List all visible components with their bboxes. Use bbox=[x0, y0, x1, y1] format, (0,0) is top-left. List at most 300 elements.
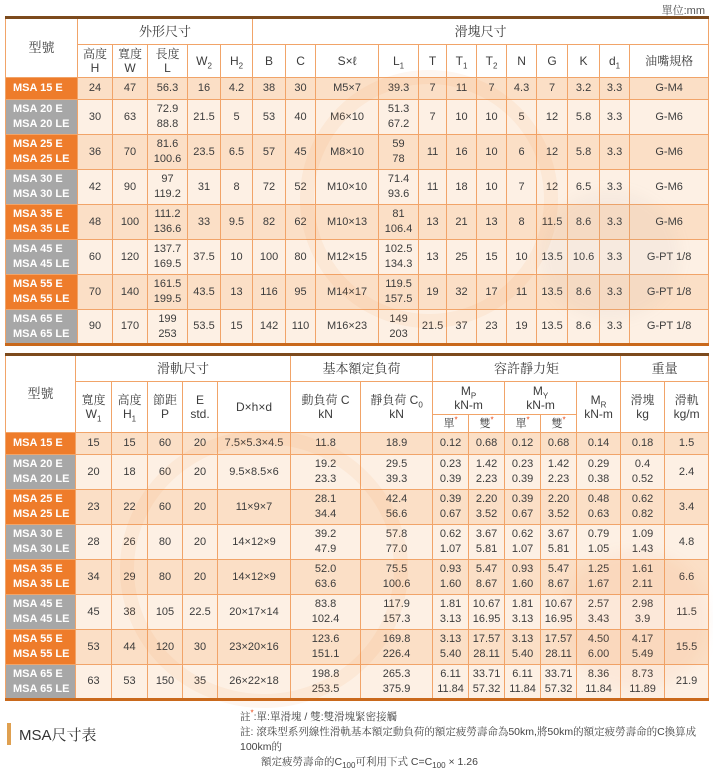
data-cell: 2.4 bbox=[665, 455, 709, 490]
data-cell: 37 bbox=[447, 310, 477, 345]
data-cell: 10 bbox=[477, 170, 507, 205]
data-cell: 8.6 bbox=[568, 310, 600, 345]
data-cell: 20 bbox=[76, 455, 112, 490]
data-cell: 7 bbox=[477, 78, 507, 100]
model-cell: MSA 65 E MSA 65 LE bbox=[6, 310, 78, 345]
footer-title-block bbox=[5, 709, 240, 770]
data-cell: 71.4 93.6 bbox=[379, 170, 419, 205]
data-cell: 3.13 5.40 bbox=[433, 630, 469, 665]
data-cell: 119.5 157.5 bbox=[379, 275, 419, 310]
data-cell: 52.0 63.6 bbox=[291, 560, 361, 595]
data-cell: 2.20 3.52 bbox=[469, 490, 505, 525]
data-cell: 0.68 bbox=[469, 433, 505, 455]
column-header: $M_Y$ kN-m bbox=[505, 382, 577, 415]
data-cell: 0.12 bbox=[433, 433, 469, 455]
data-cell: 38 bbox=[112, 595, 148, 630]
data-cell: G-M4 bbox=[630, 78, 709, 100]
data-cell: 3.3 bbox=[600, 100, 630, 135]
data-cell: 13.5 bbox=[537, 240, 568, 275]
data-cell: 265.3 375.9 bbox=[361, 665, 433, 700]
sub-column-header: 單* bbox=[433, 415, 469, 433]
data-cell: 3.3 bbox=[600, 205, 630, 240]
data-cell: 13 bbox=[419, 205, 447, 240]
data-cell: 9.5×8.5×6 bbox=[218, 455, 291, 490]
data-cell: 10 bbox=[477, 100, 507, 135]
data-cell: 3.3 bbox=[600, 78, 630, 100]
data-cell: G-PT 1/8 bbox=[630, 275, 709, 310]
column-header: C bbox=[286, 45, 316, 78]
data-cell: 23 bbox=[477, 310, 507, 345]
data-cell: 0.62 1.07 bbox=[505, 525, 541, 560]
data-cell: 59 78 bbox=[379, 135, 419, 170]
data-cell: 82 bbox=[253, 205, 286, 240]
data-cell: 75.5 100.6 bbox=[361, 560, 433, 595]
column-header: 高度 H bbox=[78, 45, 113, 78]
data-cell: 44 bbox=[112, 630, 148, 665]
data-cell: 17.57 28.11 bbox=[541, 630, 577, 665]
data-cell: 56.3 bbox=[148, 78, 188, 100]
data-cell: M16×23 bbox=[316, 310, 379, 345]
data-cell: 5 bbox=[507, 100, 537, 135]
model-cell: MSA 45 E MSA 45 LE bbox=[6, 240, 78, 275]
column-header: $T_2$ bbox=[477, 45, 507, 78]
column-header: 滑塊 kg bbox=[621, 382, 665, 433]
data-cell: 10 bbox=[507, 240, 537, 275]
column-header: $W_2$ bbox=[188, 45, 221, 78]
data-cell: 30 bbox=[183, 630, 218, 665]
table-row bbox=[6, 135, 709, 170]
table-row bbox=[6, 275, 709, 310]
data-cell: 62 bbox=[286, 205, 316, 240]
data-cell: 33 bbox=[188, 205, 221, 240]
data-cell: 53 bbox=[253, 100, 286, 135]
model-cell: MSA 35 E MSA 35 LE bbox=[6, 560, 76, 595]
data-cell: 2.98 3.9 bbox=[621, 595, 665, 630]
data-cell: 117.9 157.3 bbox=[361, 595, 433, 630]
data-cell: 100 bbox=[253, 240, 286, 275]
data-cell: 48 bbox=[78, 205, 113, 240]
data-cell: 52 bbox=[286, 170, 316, 205]
data-cell: 10 bbox=[447, 100, 477, 135]
data-cell: 11 bbox=[447, 78, 477, 100]
column-header: 動負荷 C kN bbox=[291, 382, 361, 433]
table-row bbox=[6, 630, 709, 665]
data-cell: 43.5 bbox=[188, 275, 221, 310]
data-cell: 35 bbox=[183, 665, 218, 700]
data-cell: G-M6 bbox=[630, 100, 709, 135]
data-cell: 4.2 bbox=[221, 78, 253, 100]
data-cell: 10.67 16.95 bbox=[541, 595, 577, 630]
rail-load-moment-weight-table bbox=[5, 353, 709, 701]
data-cell: 0.48 0.63 bbox=[577, 490, 621, 525]
model-cell: MSA 20 E MSA 20 LE bbox=[6, 455, 76, 490]
data-cell: 11.5 bbox=[537, 205, 568, 240]
column-header: $M_R$ kN-m bbox=[577, 382, 621, 433]
column-header: B bbox=[253, 45, 286, 78]
data-cell: 28 bbox=[76, 525, 112, 560]
model-cell: MSA 30 E MSA 30 LE bbox=[6, 525, 76, 560]
data-cell: 120 bbox=[148, 630, 183, 665]
data-cell: 15 bbox=[76, 433, 112, 455]
data-cell: 0.4 0.52 bbox=[621, 455, 665, 490]
data-cell: 3.3 bbox=[600, 240, 630, 275]
data-cell: 4.8 bbox=[665, 525, 709, 560]
data-cell: 80 bbox=[148, 560, 183, 595]
data-cell: 1.5 bbox=[665, 433, 709, 455]
data-cell: 6.5 bbox=[221, 135, 253, 170]
table-row bbox=[6, 490, 709, 525]
data-cell: 3.4 bbox=[665, 490, 709, 525]
data-cell: 0.62 1.07 bbox=[433, 525, 469, 560]
data-cell: 7 bbox=[419, 78, 447, 100]
data-cell: 150 bbox=[148, 665, 183, 700]
table-row bbox=[6, 525, 709, 560]
data-cell: 60 bbox=[148, 490, 183, 525]
data-cell: 15.5 bbox=[665, 630, 709, 665]
data-cell: 47 bbox=[113, 78, 148, 100]
data-cell: 3.3 bbox=[600, 170, 630, 205]
data-cell: 5.47 8.67 bbox=[469, 560, 505, 595]
data-cell: 142 bbox=[253, 310, 286, 345]
model-cell: MSA 20 E MSA 20 LE bbox=[6, 100, 78, 135]
column-header: D×h×d bbox=[218, 382, 291, 433]
data-cell: 23.5 bbox=[188, 135, 221, 170]
data-cell: 11.5 bbox=[665, 595, 709, 630]
data-cell: 21.5 bbox=[188, 100, 221, 135]
data-cell: 10.6 bbox=[568, 240, 600, 275]
data-cell: 11 bbox=[507, 275, 537, 310]
data-cell: M5×7 bbox=[316, 78, 379, 100]
data-cell: 3.67 5.81 bbox=[469, 525, 505, 560]
data-cell: 2.20 3.52 bbox=[541, 490, 577, 525]
data-cell: 63 bbox=[113, 100, 148, 135]
data-cell: 11 bbox=[419, 135, 447, 170]
column-header: 高度 $H_1$ bbox=[112, 382, 148, 433]
data-cell: 116 bbox=[253, 275, 286, 310]
data-cell: 19 bbox=[507, 310, 537, 345]
group-header: 滑軌尺寸 bbox=[76, 355, 291, 382]
data-cell: 16 bbox=[447, 135, 477, 170]
column-header: 滑軌 kg/m bbox=[665, 382, 709, 433]
data-cell: G-M6 bbox=[630, 170, 709, 205]
data-cell: 53 bbox=[112, 665, 148, 700]
data-cell: 111.2 136.6 bbox=[148, 205, 188, 240]
sub-column-header: 單* bbox=[505, 415, 541, 433]
data-cell: 8.36 11.84 bbox=[577, 665, 621, 700]
data-cell: 11×9×7 bbox=[218, 490, 291, 525]
data-cell: 97 119.2 bbox=[148, 170, 188, 205]
data-cell: 8.6 bbox=[568, 275, 600, 310]
data-cell: 37.5 bbox=[188, 240, 221, 275]
column-header: $T_1$ bbox=[447, 45, 477, 78]
data-cell: 3.13 5.40 bbox=[505, 630, 541, 665]
group-header: 容許靜力矩 bbox=[433, 355, 621, 382]
data-cell: 20 bbox=[183, 433, 218, 455]
data-cell: 40 bbox=[286, 100, 316, 135]
table-row bbox=[6, 310, 709, 345]
data-cell: 13 bbox=[477, 205, 507, 240]
data-cell: 0.29 0.38 bbox=[577, 455, 621, 490]
model-cell: MSA 65 E MSA 65 LE bbox=[6, 665, 76, 700]
data-cell: 149 203 bbox=[379, 310, 419, 345]
data-cell: 170 bbox=[113, 310, 148, 345]
data-cell: 0.18 bbox=[621, 433, 665, 455]
outline-and-slider-dimensions-table-wrap bbox=[5, 16, 708, 346]
note-line: 註: 滾珠型系列線性滑軌基本額定動負荷的額定疲勞壽命為50km,將50km的額定疲勞壽命的C換算成100km的 bbox=[240, 726, 697, 753]
data-cell: 15 bbox=[477, 240, 507, 275]
table-row bbox=[6, 240, 709, 275]
table-row bbox=[6, 560, 709, 595]
data-cell: 11 bbox=[419, 170, 447, 205]
column-header: G bbox=[537, 45, 568, 78]
data-cell: 26×22×18 bbox=[218, 665, 291, 700]
data-cell: 5.47 8.67 bbox=[541, 560, 577, 595]
data-cell: M10×10 bbox=[316, 170, 379, 205]
model-column-header: 型號 bbox=[6, 355, 76, 433]
column-header: K bbox=[568, 45, 600, 78]
data-cell: 0.68 bbox=[541, 433, 577, 455]
column-header: $H_2$ bbox=[221, 45, 253, 78]
table-row bbox=[6, 595, 709, 630]
data-cell: 10 bbox=[477, 135, 507, 170]
table-row bbox=[6, 433, 709, 455]
data-cell: 0.23 0.39 bbox=[505, 455, 541, 490]
data-cell: 28.1 34.4 bbox=[291, 490, 361, 525]
title-accent-bar bbox=[7, 723, 11, 745]
rail-load-moment-weight-table-wrap bbox=[5, 353, 708, 701]
table-row bbox=[6, 78, 709, 100]
data-cell: 137.7 169.5 bbox=[148, 240, 188, 275]
data-cell: 3.3 bbox=[600, 135, 630, 170]
data-cell: 11.8 bbox=[291, 433, 361, 455]
data-cell: 15 bbox=[112, 433, 148, 455]
data-cell: 0.39 0.67 bbox=[433, 490, 469, 525]
data-cell: 80 bbox=[148, 525, 183, 560]
data-cell: 45 bbox=[286, 135, 316, 170]
column-header: T bbox=[419, 45, 447, 78]
data-cell: M8×10 bbox=[316, 135, 379, 170]
data-cell: 90 bbox=[113, 170, 148, 205]
data-cell: 17 bbox=[477, 275, 507, 310]
data-cell: 140 bbox=[113, 275, 148, 310]
data-cell: 1.81 3.13 bbox=[505, 595, 541, 630]
model-cell: MSA 15 E bbox=[6, 78, 78, 100]
data-cell: 1.42 2.23 bbox=[469, 455, 505, 490]
data-cell: 22.5 bbox=[183, 595, 218, 630]
data-cell: 70 bbox=[78, 275, 113, 310]
data-cell: 80 bbox=[286, 240, 316, 275]
data-cell: 72 bbox=[253, 170, 286, 205]
data-cell: 60 bbox=[148, 455, 183, 490]
data-cell: 0.93 1.60 bbox=[433, 560, 469, 595]
data-cell: 8 bbox=[507, 205, 537, 240]
note-line: 註*:單:單滑塊 / 雙:雙滑塊緊密接觸 bbox=[240, 708, 398, 723]
data-cell: 0.93 1.60 bbox=[505, 560, 541, 595]
data-cell: 0.39 0.67 bbox=[505, 490, 541, 525]
data-cell: 29 bbox=[112, 560, 148, 595]
data-cell: 110 bbox=[286, 310, 316, 345]
footer-notes bbox=[240, 709, 708, 770]
data-cell: 4.3 bbox=[507, 78, 537, 100]
column-header: $d_1$ bbox=[600, 45, 630, 78]
data-cell: 23 bbox=[76, 490, 112, 525]
data-cell: 6.5 bbox=[568, 170, 600, 205]
data-cell: G-M6 bbox=[630, 135, 709, 170]
data-cell: M10×13 bbox=[316, 205, 379, 240]
data-cell: 38 bbox=[253, 78, 286, 100]
data-cell: 3.67 5.81 bbox=[541, 525, 577, 560]
data-cell: 72.9 88.8 bbox=[148, 100, 188, 135]
data-cell: 18.9 bbox=[361, 433, 433, 455]
table-row bbox=[6, 170, 709, 205]
sub-column-header: 雙* bbox=[541, 415, 577, 433]
data-cell: 198.8 253.5 bbox=[291, 665, 361, 700]
model-column-header: 型號 bbox=[6, 18, 78, 78]
data-cell: G-PT 1/8 bbox=[630, 310, 709, 345]
model-cell: MSA 55 E MSA 55 LE bbox=[6, 275, 78, 310]
table-row bbox=[6, 455, 709, 490]
column-header: E std. bbox=[183, 382, 218, 433]
data-cell: 20 bbox=[183, 490, 218, 525]
data-cell: 33.71 57.32 bbox=[541, 665, 577, 700]
data-cell: 4.50 6.00 bbox=[577, 630, 621, 665]
data-cell: 33.71 57.32 bbox=[469, 665, 505, 700]
data-cell: 5.8 bbox=[568, 100, 600, 135]
data-cell: 45 bbox=[76, 595, 112, 630]
data-cell: 102.5 134.3 bbox=[379, 240, 419, 275]
data-cell: 57 bbox=[253, 135, 286, 170]
data-cell: 21.9 bbox=[665, 665, 709, 700]
data-cell: 6.6 bbox=[665, 560, 709, 595]
data-cell: 3.3 bbox=[600, 275, 630, 310]
data-cell: 17.57 28.11 bbox=[469, 630, 505, 665]
data-cell: 5.8 bbox=[568, 135, 600, 170]
data-cell: 12 bbox=[537, 170, 568, 205]
data-cell: 9.5 bbox=[221, 205, 253, 240]
data-cell: 3.3 bbox=[600, 310, 630, 345]
data-cell: 20×17×14 bbox=[218, 595, 291, 630]
data-cell: 199 253 bbox=[148, 310, 188, 345]
data-cell: 1.61 2.11 bbox=[621, 560, 665, 595]
data-cell: 81.6 100.6 bbox=[148, 135, 188, 170]
data-cell: 0.12 bbox=[505, 433, 541, 455]
data-cell: 13.5 bbox=[537, 310, 568, 345]
model-cell: MSA 35 E MSA 35 LE bbox=[6, 205, 78, 240]
data-cell: 0.79 1.05 bbox=[577, 525, 621, 560]
column-header: N bbox=[507, 45, 537, 78]
data-cell: 10 bbox=[221, 240, 253, 275]
model-cell: MSA 15 E bbox=[6, 433, 76, 455]
data-cell: 12 bbox=[537, 100, 568, 135]
unit-label: 單位:mm bbox=[661, 5, 705, 17]
column-header: $M_P$ kN-m bbox=[433, 382, 505, 415]
column-header: 油嘴規格 bbox=[630, 45, 709, 78]
data-cell: 100 bbox=[113, 205, 148, 240]
data-cell: M6×10 bbox=[316, 100, 379, 135]
data-cell: 25 bbox=[447, 240, 477, 275]
data-cell: 7.5×5.3×4.5 bbox=[218, 433, 291, 455]
model-cell: MSA 30 E MSA 30 LE bbox=[6, 170, 78, 205]
data-cell: 14×12×9 bbox=[218, 560, 291, 595]
data-cell: 1.25 1.67 bbox=[577, 560, 621, 595]
data-cell: 63 bbox=[76, 665, 112, 700]
data-cell: 1.09 1.43 bbox=[621, 525, 665, 560]
data-cell: 24 bbox=[78, 78, 113, 100]
data-cell: G-M6 bbox=[630, 205, 709, 240]
group-header: 滑塊尺寸 bbox=[253, 18, 709, 45]
data-cell: 14×12×9 bbox=[218, 525, 291, 560]
data-cell: 20 bbox=[183, 525, 218, 560]
data-cell: 32 bbox=[447, 275, 477, 310]
data-cell: 4.17 5.49 bbox=[621, 630, 665, 665]
table-row bbox=[6, 205, 709, 240]
data-cell: 53.5 bbox=[188, 310, 221, 345]
data-cell: 95 bbox=[286, 275, 316, 310]
table-row bbox=[6, 665, 709, 700]
group-header: 基本額定負荷 bbox=[291, 355, 433, 382]
data-cell: 19 bbox=[419, 275, 447, 310]
column-header: 寬度 $W_1$ bbox=[76, 382, 112, 433]
data-cell: 18 bbox=[112, 455, 148, 490]
data-cell: 0.62 0.82 bbox=[621, 490, 665, 525]
data-cell: 21.5 bbox=[419, 310, 447, 345]
data-cell: 8.6 bbox=[568, 205, 600, 240]
data-cell: G-PT 1/8 bbox=[630, 240, 709, 275]
data-cell: 13 bbox=[419, 240, 447, 275]
data-cell: 6 bbox=[507, 135, 537, 170]
data-cell: 7 bbox=[537, 78, 568, 100]
data-cell: 16 bbox=[188, 78, 221, 100]
data-cell: 83.8 102.4 bbox=[291, 595, 361, 630]
data-cell: 1.81 3.13 bbox=[433, 595, 469, 630]
data-cell: 1.42 2.23 bbox=[541, 455, 577, 490]
data-cell: 30 bbox=[286, 78, 316, 100]
column-header: 節距 P bbox=[148, 382, 183, 433]
column-header: 寬度 W bbox=[113, 45, 148, 78]
data-cell: 57.8 77.0 bbox=[361, 525, 433, 560]
data-cell: 19.2 23.3 bbox=[291, 455, 361, 490]
data-cell: 161.5 199.5 bbox=[148, 275, 188, 310]
table-row bbox=[6, 100, 709, 135]
data-cell: 7 bbox=[507, 170, 537, 205]
data-cell: 36 bbox=[78, 135, 113, 170]
data-cell: 42 bbox=[78, 170, 113, 205]
data-cell: 51.3 67.2 bbox=[379, 100, 419, 135]
data-cell: 7 bbox=[419, 100, 447, 135]
data-cell: M12×15 bbox=[316, 240, 379, 275]
model-cell: MSA 55 E MSA 55 LE bbox=[6, 630, 76, 665]
data-cell: 13.5 bbox=[537, 275, 568, 310]
column-header: 長度 L bbox=[148, 45, 188, 78]
data-cell: 34 bbox=[76, 560, 112, 595]
column-header: S×ℓ bbox=[316, 45, 379, 78]
data-cell: 31 bbox=[188, 170, 221, 205]
data-cell: 39.3 bbox=[379, 78, 419, 100]
data-cell: 23×20×16 bbox=[218, 630, 291, 665]
data-cell: 6.11 11.84 bbox=[505, 665, 541, 700]
data-cell: 5 bbox=[221, 100, 253, 135]
group-header: 重量 bbox=[621, 355, 709, 382]
data-cell: 53 bbox=[76, 630, 112, 665]
page-title: MSA尺寸表 bbox=[19, 726, 97, 744]
data-cell: 13 bbox=[221, 275, 253, 310]
data-cell: 120 bbox=[113, 240, 148, 275]
data-cell: 123.6 151.1 bbox=[291, 630, 361, 665]
model-cell: MSA 25 E MSA 25 LE bbox=[6, 490, 76, 525]
data-cell: 8 bbox=[221, 170, 253, 205]
data-cell: 30 bbox=[78, 100, 113, 135]
model-cell: MSA 45 E MSA 45 LE bbox=[6, 595, 76, 630]
